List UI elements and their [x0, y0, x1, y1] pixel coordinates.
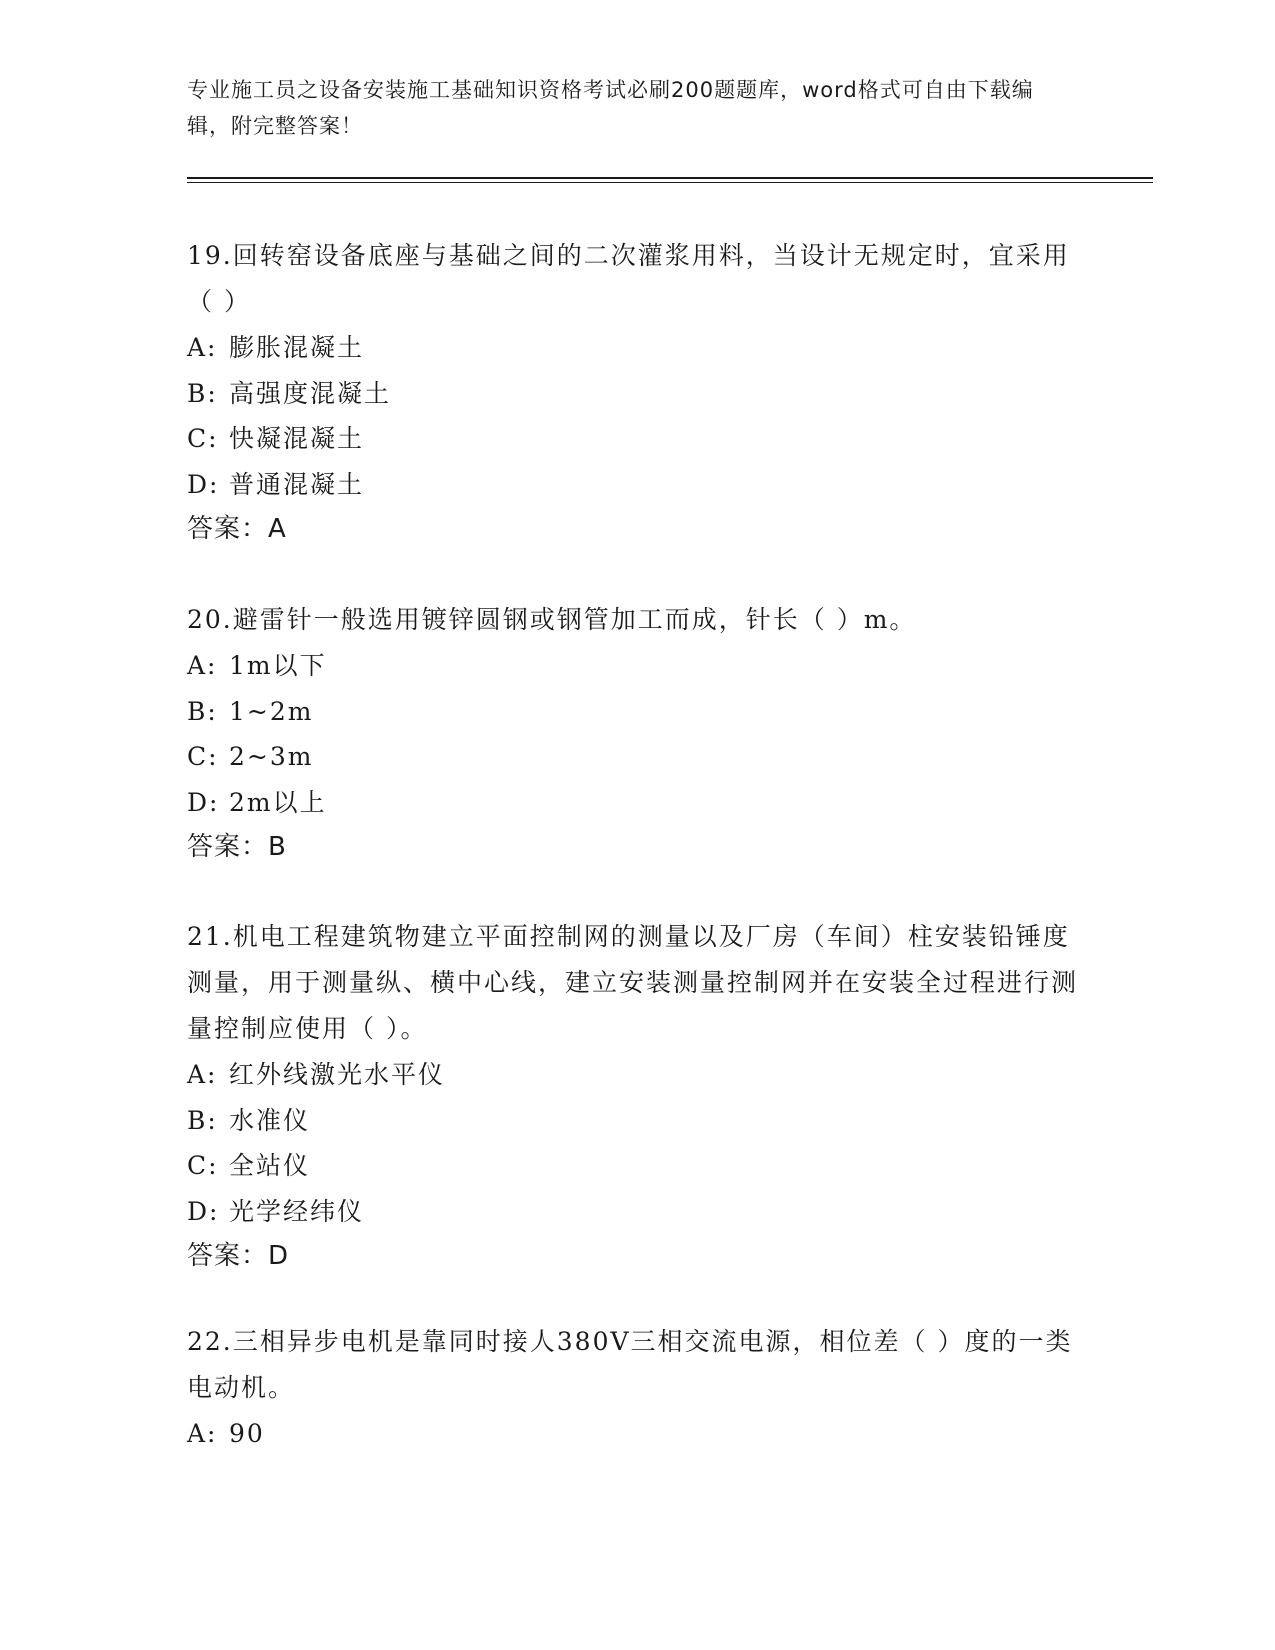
question-stem: 19.回转窑设备底座与基础之间的二次灌浆用料，当设计无规定时，宜采用（ ） — [187, 241, 1070, 316]
header-divider-thick — [187, 177, 1153, 179]
option-text: 快凝混凝土 — [229, 424, 365, 453]
option-b — [187, 689, 1087, 735]
option-key: A: — [187, 1419, 218, 1448]
question-stem: 21.机电工程建筑物建立平面控制网的测量以及厂房（车间）柱安装铅锤度测量，用于测量纵、横中心线，建立安装测量控制网并在安装全过程进行测量控制应使用（ ）。 — [187, 922, 1079, 1043]
option-a — [187, 325, 1087, 371]
header-divider-thin — [187, 182, 1153, 183]
option-text: 1~2m — [229, 696, 314, 726]
option-key: B: — [187, 696, 218, 726]
option-text: 水准仪 — [229, 1105, 311, 1135]
option-a — [187, 1411, 1087, 1457]
option-a — [187, 643, 1087, 689]
option-text: 90 — [229, 1419, 265, 1448]
option-key: D: — [187, 1196, 220, 1226]
option-text: 1m以下 — [229, 651, 327, 680]
option-c — [187, 734, 1087, 780]
answer-label: 答案：B — [187, 832, 287, 862]
option-key: D: — [187, 469, 220, 499]
question-stem: 22.三相异步电机是靠同时接人380V三相交流电源，相位差（ ）度的一类电动机。 — [187, 1327, 1073, 1402]
option-a — [187, 1052, 1087, 1098]
option-key: A: — [187, 651, 218, 680]
option-key: A: — [187, 1060, 218, 1089]
option-d — [187, 1189, 1087, 1235]
question-22 — [187, 1319, 1087, 1457]
answer-label: 答案：A — [187, 514, 287, 544]
option-c — [187, 1143, 1087, 1189]
option-key: C: — [187, 424, 219, 453]
option-text: 全站仪 — [229, 1151, 311, 1180]
option-key: C: — [187, 1151, 219, 1180]
option-text: 2~3m — [229, 742, 314, 771]
question-21 — [187, 914, 1087, 1280]
question-19 — [187, 233, 1087, 553]
option-d — [187, 780, 1087, 826]
question-20 — [187, 597, 1087, 871]
option-key: B: — [187, 1105, 218, 1135]
option-text: 普通混凝土 — [229, 469, 365, 499]
option-key: D: — [187, 787, 220, 817]
option-b — [187, 1098, 1087, 1144]
option-d — [187, 462, 1087, 508]
option-text: 红外线激光水平仪 — [229, 1060, 446, 1089]
option-text: 2m以上 — [229, 787, 327, 817]
option-key: C: — [187, 742, 219, 771]
option-key: A: — [187, 333, 218, 362]
answer-label: 答案：D — [187, 1241, 290, 1271]
option-text: 膨胀混凝土 — [229, 333, 365, 362]
option-b — [187, 371, 1087, 417]
option-key: B: — [187, 378, 218, 408]
option-c — [187, 416, 1087, 462]
document-header-title: 专业施工员之设备安装施工基础知识资格考试必刷200题题库，word格式可自由下载编辑，附完整答案！ — [187, 78, 1034, 138]
question-stem: 20.避雷针一般选用镀锌圆钢或钢管加工而成，针长（ ）m。 — [187, 605, 917, 634]
option-text: 光学经纬仪 — [229, 1196, 365, 1226]
option-text: 高强度混凝土 — [229, 378, 392, 408]
